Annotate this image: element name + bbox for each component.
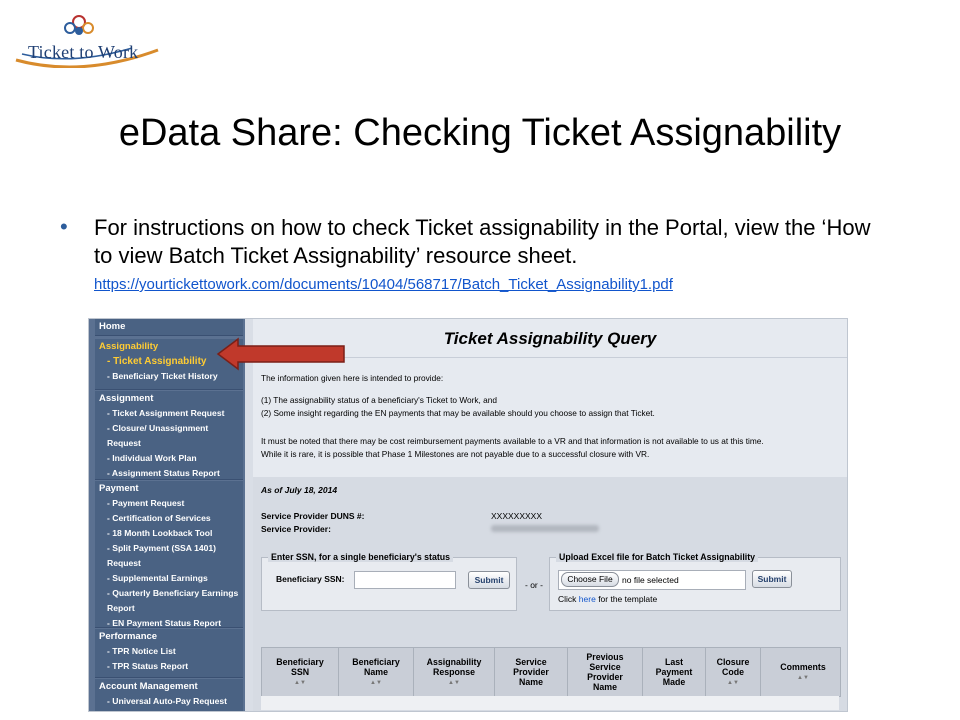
portal-screenshot — [88, 318, 848, 712]
col-label: Beneficiary — [352, 656, 400, 667]
provider-label: Service Provider: — [261, 524, 331, 534]
sidebar-section-performance — [95, 629, 243, 678]
template-here-link[interactable]: here — [578, 594, 596, 604]
sidebar-item-home[interactable]: Home — [99, 321, 126, 332]
template-text: for the template — [598, 594, 658, 604]
click-text: Click — [558, 594, 577, 604]
col-beneficiary-ssn[interactable] — [262, 648, 339, 696]
bullet-text: For instructions on how to check Ticket assignability in the Portal, view the ‘How to view Batch Ticket Assignability’ resource sheet. — [94, 215, 871, 268]
sidebar-item-supplemental-earnings[interactable]: - Supplemental Earnings — [107, 573, 208, 583]
col-assignability-response[interactable] — [414, 648, 495, 696]
sidebar-item-closure-unassignment[interactable]: - Closure/ Unassignment — [107, 423, 209, 433]
ssn-label: Beneficiary SSN: — [276, 574, 345, 584]
duns-label: Service Provider DUNS #: — [261, 511, 365, 521]
ssn-box — [261, 552, 517, 611]
sort-icon[interactable]: ▲▼ — [727, 679, 739, 686]
sidebar-heading-performance[interactable]: Performance — [99, 631, 158, 642]
sidebar-item-universal-auto-pay[interactable]: - Universal Auto-Pay Request — [107, 696, 228, 706]
slide-title: eData Share: Checking Ticket Assignability — [118, 112, 842, 154]
col-label: Previous — [586, 652, 624, 662]
sidebar-heading-payment[interactable]: Payment — [99, 483, 139, 494]
upload-box — [549, 552, 841, 611]
col-label: Service — [515, 657, 547, 667]
sort-icon[interactable]: ▲▼ — [370, 679, 382, 686]
callout-arrow-icon — [216, 337, 348, 371]
query-content — [253, 319, 847, 711]
sidebar-item-split-payment[interactable]: - Split Payment (SSA 1401) — [107, 543, 217, 553]
sidebar-heading-account-management[interactable]: Account Management — [99, 681, 198, 692]
sidebar-heading-assignability[interactable]: Assignability — [99, 341, 159, 352]
sidebar-section-payment — [95, 481, 243, 628]
col-label: Name — [519, 677, 543, 687]
note-2-text: While it is rare, it is possible that Phase 1 Milestones are not payable due to a successful closure with VR. — [261, 449, 650, 459]
portal-sidebar — [89, 319, 245, 711]
sidebar-item-payment-request[interactable]: - Payment Request — [107, 498, 185, 508]
point-1-text: (1) The assignability status of a beneficiary's Ticket to Work, and — [261, 395, 498, 405]
sidebar-item-closure-request[interactable]: Request — [107, 438, 141, 448]
sidebar-item-certification-of-services[interactable]: - Certification of Services — [107, 513, 211, 523]
sidebar-section-account-management — [95, 679, 243, 711]
ssn-input[interactable] — [354, 571, 456, 589]
col-previous-service-provider-name[interactable] — [568, 648, 643, 696]
note-1-text: It must be noted that there may be cost reimbursement payments available to a VR and that information is not available to us at this time. — [261, 436, 764, 446]
resource-link[interactable]: https://yourtickettowork.com/documents/10404/568717/Batch_Ticket_Assignability1.pdf — [94, 276, 673, 293]
col-label: Name — [364, 666, 388, 677]
col-label: Made — [662, 677, 686, 687]
or-separator: - or - — [525, 580, 543, 590]
upload-submit-button[interactable]: Submit — [752, 570, 792, 588]
col-beneficiary-name[interactable] — [339, 648, 414, 696]
col-label: Code — [722, 666, 744, 677]
sidebar-item-individual-work-plan[interactable]: - Individual Work Plan — [107, 453, 197, 463]
sidebar-section-assignment — [95, 391, 243, 480]
template-hint — [558, 594, 657, 604]
col-label: Beneficiary — [276, 656, 324, 667]
sidebar-item-ticket-assignment-request[interactable]: - Ticket Assignment Request — [107, 408, 225, 418]
sidebar-item-tpr-status-report[interactable]: - TPR Status Report — [107, 661, 189, 671]
col-service-provider-name[interactable] — [495, 648, 568, 696]
col-label: Service — [589, 662, 621, 672]
provider-value-redacted — [491, 525, 599, 532]
sidebar-item-en-payment-status-report[interactable]: - EN Payment Status Report — [107, 618, 222, 628]
sidebar-item-lookback-tool[interactable]: - 18 Month Lookback Tool — [107, 528, 213, 538]
col-label: Provider — [513, 667, 549, 677]
ssn-submit-button[interactable]: Submit — [468, 571, 510, 589]
col-label: Provider — [587, 672, 623, 682]
choose-file-button[interactable]: Choose File — [561, 572, 619, 587]
col-label: Payment — [655, 667, 693, 677]
col-last-payment-made[interactable] — [643, 648, 706, 696]
bullet-dot-icon: • — [60, 214, 68, 239]
logo-text: Ticket to Work — [28, 42, 139, 62]
col-label: Last — [664, 657, 684, 667]
col-label: Name — [593, 682, 617, 692]
duns-value: XXXXXXXXX — [491, 511, 543, 521]
col-label: Assignability — [426, 656, 482, 667]
sidebar-item-quarterly-report[interactable]: Report — [107, 603, 135, 613]
col-closure-code[interactable] — [706, 648, 761, 696]
sort-icon[interactable]: ▲▼ — [294, 679, 306, 686]
col-comments[interactable] — [761, 648, 845, 696]
intro-text: The information given here is intended to provide: — [261, 373, 444, 383]
sidebar-item-quarterly-earnings[interactable]: - Quarterly Beneficiary Earnings — [107, 588, 239, 598]
col-label: Response — [432, 666, 476, 677]
ssn-box-title: Enter SSN, for a single beneficiary's status — [268, 552, 453, 562]
no-file-text: no file selected — [622, 575, 679, 585]
sidebar-item-split-payment-request[interactable]: Request — [107, 558, 141, 568]
sidebar-heading-assignment[interactable]: Assignment — [99, 393, 154, 404]
upload-box-title: Upload Excel file for Batch Ticket Assignability — [556, 552, 758, 562]
query-title: Ticket Assignability Query — [443, 329, 657, 348]
sort-icon[interactable]: ▲▼ — [797, 674, 809, 681]
sidebar-item-assignment-status-report[interactable]: - Assignment Status Report — [107, 468, 220, 478]
results-table-header — [261, 647, 841, 697]
sidebar-item-tpr-notice-list[interactable]: - TPR Notice List — [107, 646, 176, 656]
col-label: Comments — [780, 661, 826, 672]
as-of-date: As of July 18, 2014 — [261, 485, 338, 495]
sort-icon[interactable]: ▲▼ — [448, 679, 460, 686]
point-2-text: (2) Some insight regarding the EN payments that may be available should you choose to assign that Ticket. — [261, 408, 655, 418]
ticket-to-work-logo — [12, 8, 162, 68]
col-label: Closure — [716, 656, 750, 667]
sidebar-home[interactable] — [95, 319, 243, 336]
sidebar-item-beneficiary-ticket-history[interactable]: - Beneficiary Ticket History — [107, 371, 218, 381]
sidebar-item-ticket-assignability[interactable]: - Ticket Assignability — [107, 356, 207, 367]
col-label: SSN — [290, 666, 310, 677]
results-table-body — [261, 696, 839, 710]
